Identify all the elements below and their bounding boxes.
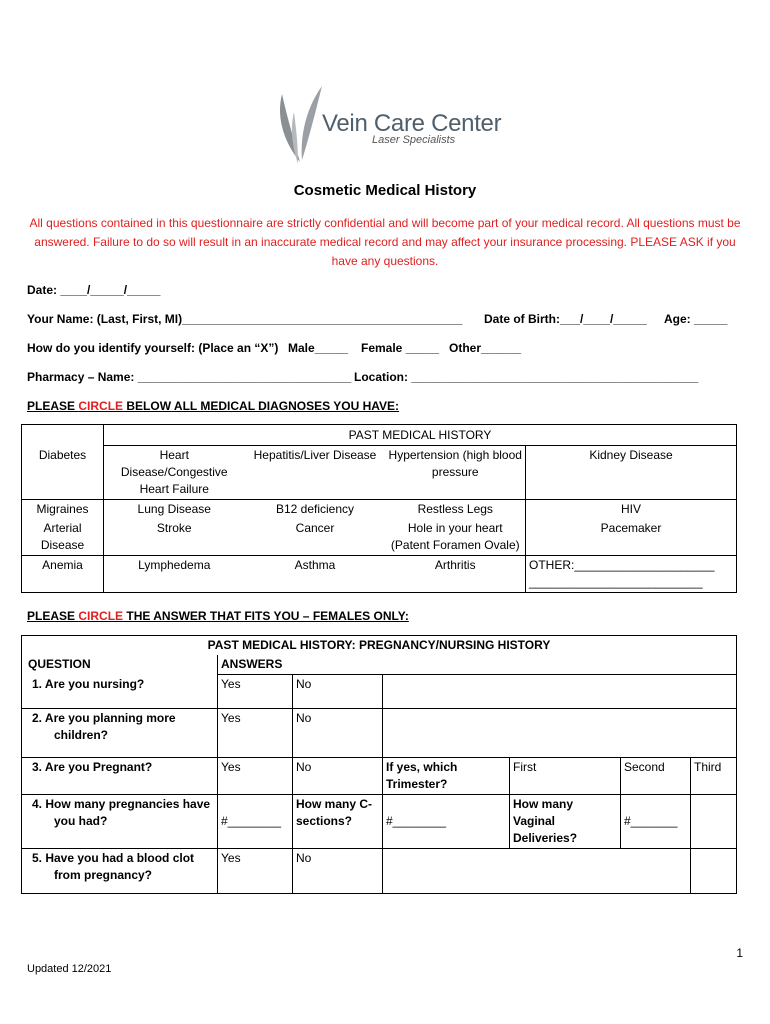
table-row [22, 795, 737, 849]
diagnosis-cell[interactable]: Heart Disease/Congestive Heart Failure [120, 448, 228, 496]
pregnancy-history-table [21, 635, 737, 894]
table-title: PAST MEDICAL HISTORY [104, 425, 737, 446]
trimester-question: If yes, which Trimester? [383, 758, 510, 795]
question-blood-clot: 5. Have you had a blood clot from pregnancy? [22, 849, 218, 894]
table-row [22, 849, 737, 894]
pharmacy-field[interactable]: Pharmacy – Name: ________________________________ [27, 370, 352, 384]
logo-tagline: Laser Specialists [372, 134, 456, 146]
female-option[interactable]: Female _____ [361, 341, 440, 355]
diagnosis-cell[interactable]: Kidney Disease [526, 446, 737, 500]
answer-yes[interactable]: Yes [218, 709, 293, 758]
trimester-third[interactable]: Third [691, 758, 737, 795]
diagnosis-cell[interactable]: Migraines [22, 500, 104, 520]
confidentiality-notice: All questions contained in this questionnaire are strictly confidential and will become part of your medical record. All questions must be answered. Failure to do so will result in an inaccurate medical record and may affect your insurance processing. PLEASE ASK if you have any questions. [29, 216, 741, 268]
blank-cell [691, 849, 737, 894]
trimester-first[interactable]: First [510, 758, 621, 795]
table-row [22, 675, 737, 709]
diagnosis-cell[interactable]: Arterial Disease [22, 519, 104, 556]
question-pregnancies: 4. How many pregnancies have you had? [22, 795, 218, 849]
question-planning: 2. Are you planning more children? [22, 709, 218, 758]
location-field[interactable]: Location: ___________________________________________ [354, 370, 699, 384]
trimester-second[interactable]: Second [621, 758, 691, 795]
diagnosis-cell[interactable]: Hypertension (high blood pressure [388, 448, 522, 479]
answers-header: ANSWERS [218, 655, 737, 675]
table-row [22, 446, 737, 500]
section1-heading: PLEASE CIRCLE BELOW ALL MEDICAL DIAGNOSES YOU HAVE: [27, 399, 400, 413]
page-number: 1 [736, 946, 743, 960]
male-option[interactable]: Male_____ [288, 341, 349, 355]
diagnosis-cell[interactable]: Hepatitis/Liver Disease [253, 448, 377, 462]
name-field[interactable]: Your Name: (Last, First, MI)__________________________________________ [27, 312, 463, 326]
table-row [22, 556, 737, 593]
diagnosis-cell[interactable]: Restless Legs [386, 500, 526, 520]
blank-cell [383, 675, 737, 709]
diagnosis-cell[interactable]: Stroke [156, 521, 192, 535]
page-title: Cosmetic Medical History [293, 182, 477, 199]
c-sections-count-field[interactable]: #________ [383, 795, 510, 849]
answer-no[interactable]: No [293, 849, 383, 894]
table-row [22, 500, 737, 520]
updated-date: Updated 12/2021 [27, 963, 112, 975]
blank-cell [691, 795, 737, 849]
diagnosis-cell[interactable]: Pacemaker [526, 519, 737, 556]
gender-question: How do you identify yourself: (Place an “X”) [27, 341, 279, 355]
diagnosis-cell[interactable]: Diabetes [22, 446, 104, 500]
question-pregnant: 3. Are you Pregnant? [22, 758, 218, 795]
table-row [22, 519, 737, 556]
vaginal-question: How many Vaginal Deliveries? [510, 795, 621, 849]
answer-no[interactable]: No [293, 758, 383, 795]
diagnosis-cell[interactable]: Cancer [295, 521, 335, 535]
answer-yes[interactable]: Yes [218, 758, 293, 795]
table-title: PAST MEDICAL HISTORY: PREGNANCY/NURSING HISTORY [22, 636, 737, 656]
pregnancies-count-field[interactable]: #________ [218, 795, 293, 849]
date-field[interactable]: Date: ____/_____/_____ [27, 283, 161, 297]
diagnosis-cell[interactable]: B12 deficiency [245, 500, 386, 520]
diagnosis-cell[interactable]: Hole in your heart (Patent Foramen Ovale) [390, 521, 520, 552]
blank-cell [383, 709, 737, 758]
vaginal-count-field[interactable]: #_______ [621, 795, 691, 849]
age-field[interactable]: Age: _____ [664, 312, 728, 326]
table-row [22, 758, 737, 795]
answer-yes[interactable]: Yes [218, 849, 293, 894]
diagnosis-cell[interactable]: Arthritis [386, 556, 526, 593]
diagnosis-cell[interactable]: Asthma [245, 556, 386, 593]
question-nursing: 1. Are you nursing? [22, 675, 218, 709]
other-diagnosis-field[interactable]: OTHER:_____________________ __________________________ [526, 556, 737, 593]
logo [270, 82, 510, 166]
diagnosis-cell[interactable]: Anemia [22, 556, 104, 593]
logo-name: Vein Care Center [322, 110, 502, 137]
blank-cell [383, 849, 691, 894]
other-option[interactable]: Other______ [449, 341, 522, 355]
question-header: QUESTION [22, 655, 218, 675]
medical-history-table [21, 424, 737, 593]
leaf-icon [270, 82, 326, 166]
diagnosis-cell[interactable]: HIV [526, 500, 737, 520]
dob-field[interactable]: Date of Birth:___/____/_____ [484, 312, 647, 326]
answer-no[interactable]: No [293, 675, 383, 709]
answer-no[interactable]: No [293, 709, 383, 758]
diagnosis-cell[interactable]: Lymphedema [104, 556, 245, 593]
section2-heading: PLEASE CIRCLE THE ANSWER THAT FITS YOU – FEMALES ONLY: [27, 609, 409, 623]
table-row [22, 709, 737, 758]
answer-yes[interactable]: Yes [218, 675, 293, 709]
c-sections-question: How many C-sections? [293, 795, 383, 849]
diagnosis-cell[interactable]: Lung Disease [104, 500, 245, 520]
